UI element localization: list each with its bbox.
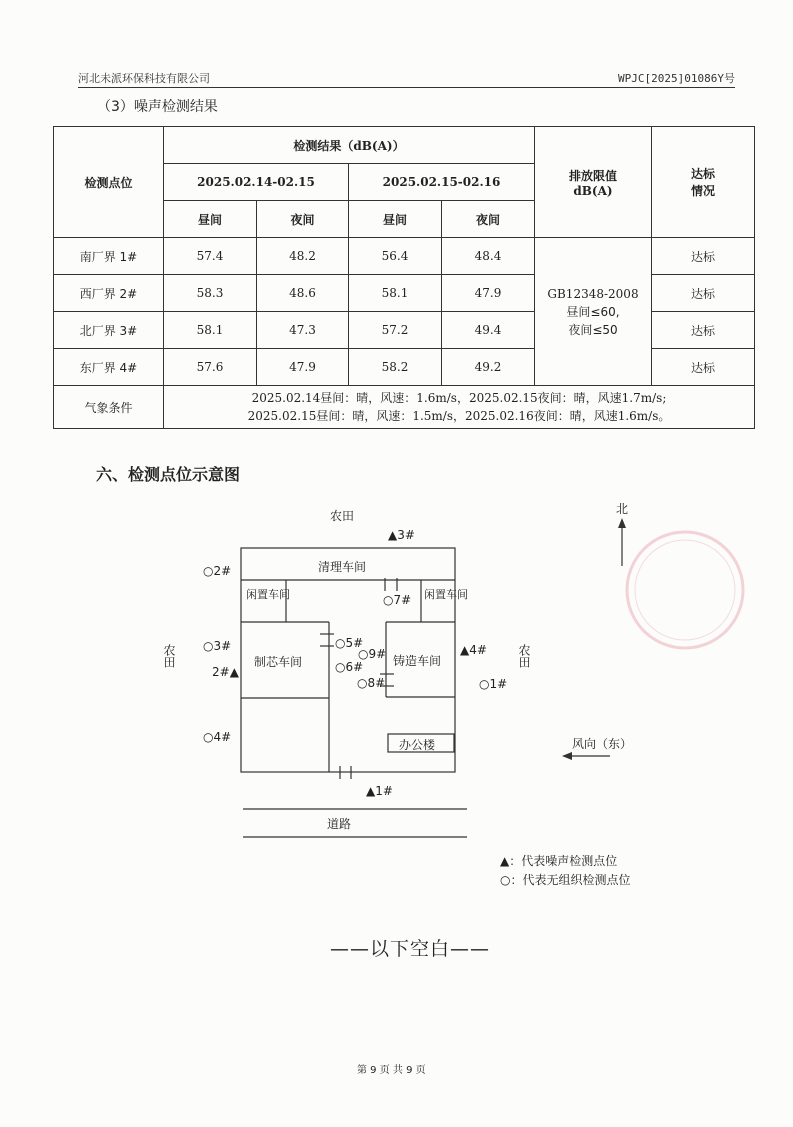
night-header-2: 夜间 bbox=[442, 201, 535, 238]
idle-workshop-left bbox=[246, 587, 290, 601]
legend-air: ○：代表无组织检测点位 bbox=[500, 873, 631, 887]
end-of-content: ——以下空白—— bbox=[330, 938, 491, 960]
core-workshop: 制芯车间 bbox=[254, 655, 303, 669]
value-cell: 48.2 bbox=[257, 238, 349, 275]
limit-standard: GB12348-2008 bbox=[547, 286, 639, 301]
air-point-2: ○2# bbox=[203, 564, 232, 578]
day-header-1: 昼间 bbox=[164, 201, 257, 238]
idle-workshop-right bbox=[424, 587, 468, 601]
noise-point-3: ▲3# bbox=[388, 528, 415, 542]
row-point: 西厂界 2# bbox=[54, 275, 164, 312]
night-header-1: 夜间 bbox=[257, 201, 349, 238]
limit-day: 昼间≤60, bbox=[566, 304, 620, 319]
wind-arrow-icon bbox=[562, 752, 572, 760]
air-point-9: ○9# bbox=[358, 647, 387, 661]
value-cell: 58.1 bbox=[349, 275, 442, 312]
north-label: 北 bbox=[616, 502, 629, 516]
company-seal bbox=[600, 510, 750, 660]
farmland-east: 农田 bbox=[517, 644, 531, 668]
value-cell: 49.2 bbox=[442, 349, 535, 386]
section-diagram-title: 六、检测点位示意图 bbox=[96, 465, 241, 484]
limit-night: 夜间≤50 bbox=[568, 322, 618, 337]
noise-point-1: ▲1# bbox=[366, 784, 393, 798]
value-cell: 57.2 bbox=[349, 312, 442, 349]
air-point-6: ○6# bbox=[335, 660, 364, 674]
status-cell: 达标 bbox=[652, 349, 755, 386]
idle-left-text: 闲置车间 bbox=[246, 588, 290, 601]
weather-line-1: 2025.02.14昼间：晴，风速：1.6m/s，2025.02.15夜间：晴，风速1.7m/s; bbox=[251, 391, 667, 405]
value-cell: 47.9 bbox=[442, 275, 535, 312]
status-cell: 达标 bbox=[652, 275, 755, 312]
section-noise-title: （3）噪声检测结果 bbox=[97, 99, 218, 115]
idle-right-text: 闲置车间 bbox=[424, 588, 468, 601]
value-cell: 58.3 bbox=[164, 275, 257, 312]
legend-noise: ▲：代表噪声检测点位 bbox=[500, 854, 618, 868]
air-point-7: ○7# bbox=[383, 593, 412, 607]
air-point-3: ○3# bbox=[203, 639, 232, 653]
cleaning-workshop: 清理车间 bbox=[318, 560, 367, 574]
air-point-4: ○4# bbox=[203, 730, 232, 744]
page-footer: 第 9 页 共 9 页 bbox=[357, 1065, 426, 1076]
air-point-8: ○8# bbox=[357, 676, 386, 690]
air-point-1: ○1# bbox=[479, 677, 508, 691]
col-point-header: 检测点位 bbox=[54, 127, 164, 238]
col-limit-label: 排放限值 dB(A) bbox=[568, 168, 617, 198]
date2-header: 2025.02.15-02.16 bbox=[349, 164, 535, 201]
value-cell: 48.6 bbox=[257, 275, 349, 312]
air-point-5: ○5# bbox=[335, 636, 364, 650]
noise-point-4: ▲4# bbox=[460, 643, 487, 657]
road-label: 道路 bbox=[327, 817, 352, 831]
row-point: 东厂界 4# bbox=[54, 349, 164, 386]
day-header-2: 昼间 bbox=[349, 201, 442, 238]
weather-line-2: 2025.02.15昼间：晴，风速：1.5m/s，2025.02.16夜间：晴，风速1.6m/s。 bbox=[247, 409, 671, 423]
weather-label: 气象条件 bbox=[54, 386, 164, 429]
farmland-north: 农田 bbox=[330, 509, 355, 523]
row-point: 南厂界 1# bbox=[54, 238, 164, 275]
office-building: 办公楼 bbox=[399, 738, 436, 752]
row-point: 北厂界 3# bbox=[54, 312, 164, 349]
col-results-header: 检测结果（dB(A)） bbox=[164, 127, 535, 164]
wind-direction: 风向（东） bbox=[572, 737, 633, 751]
status-cell: 达标 bbox=[652, 238, 755, 275]
status-cell: 达标 bbox=[652, 312, 755, 349]
value-cell: 57.6 bbox=[164, 349, 257, 386]
value-cell: 49.4 bbox=[442, 312, 535, 349]
value-cell: 58.1 bbox=[164, 312, 257, 349]
value-cell: 56.4 bbox=[349, 238, 442, 275]
casting-workshop: 铸造车间 bbox=[393, 654, 442, 668]
value-cell: 48.4 bbox=[442, 238, 535, 275]
value-cell: 58.2 bbox=[349, 349, 442, 386]
col-status-label: 达标 情况 bbox=[690, 167, 715, 198]
company-name: 河北未派环保科技有限公司 bbox=[78, 72, 210, 85]
date1-header: 2025.02.14-02.15 bbox=[164, 164, 349, 201]
report-number: WPJC[2025]01086Y号 bbox=[618, 72, 735, 85]
farmland-west: 农田 bbox=[162, 644, 176, 668]
value-cell: 57.4 bbox=[164, 238, 257, 275]
value-cell: 47.9 bbox=[257, 349, 349, 386]
value-cell: 47.3 bbox=[257, 312, 349, 349]
noise-point-2: 2#▲ bbox=[212, 665, 239, 679]
